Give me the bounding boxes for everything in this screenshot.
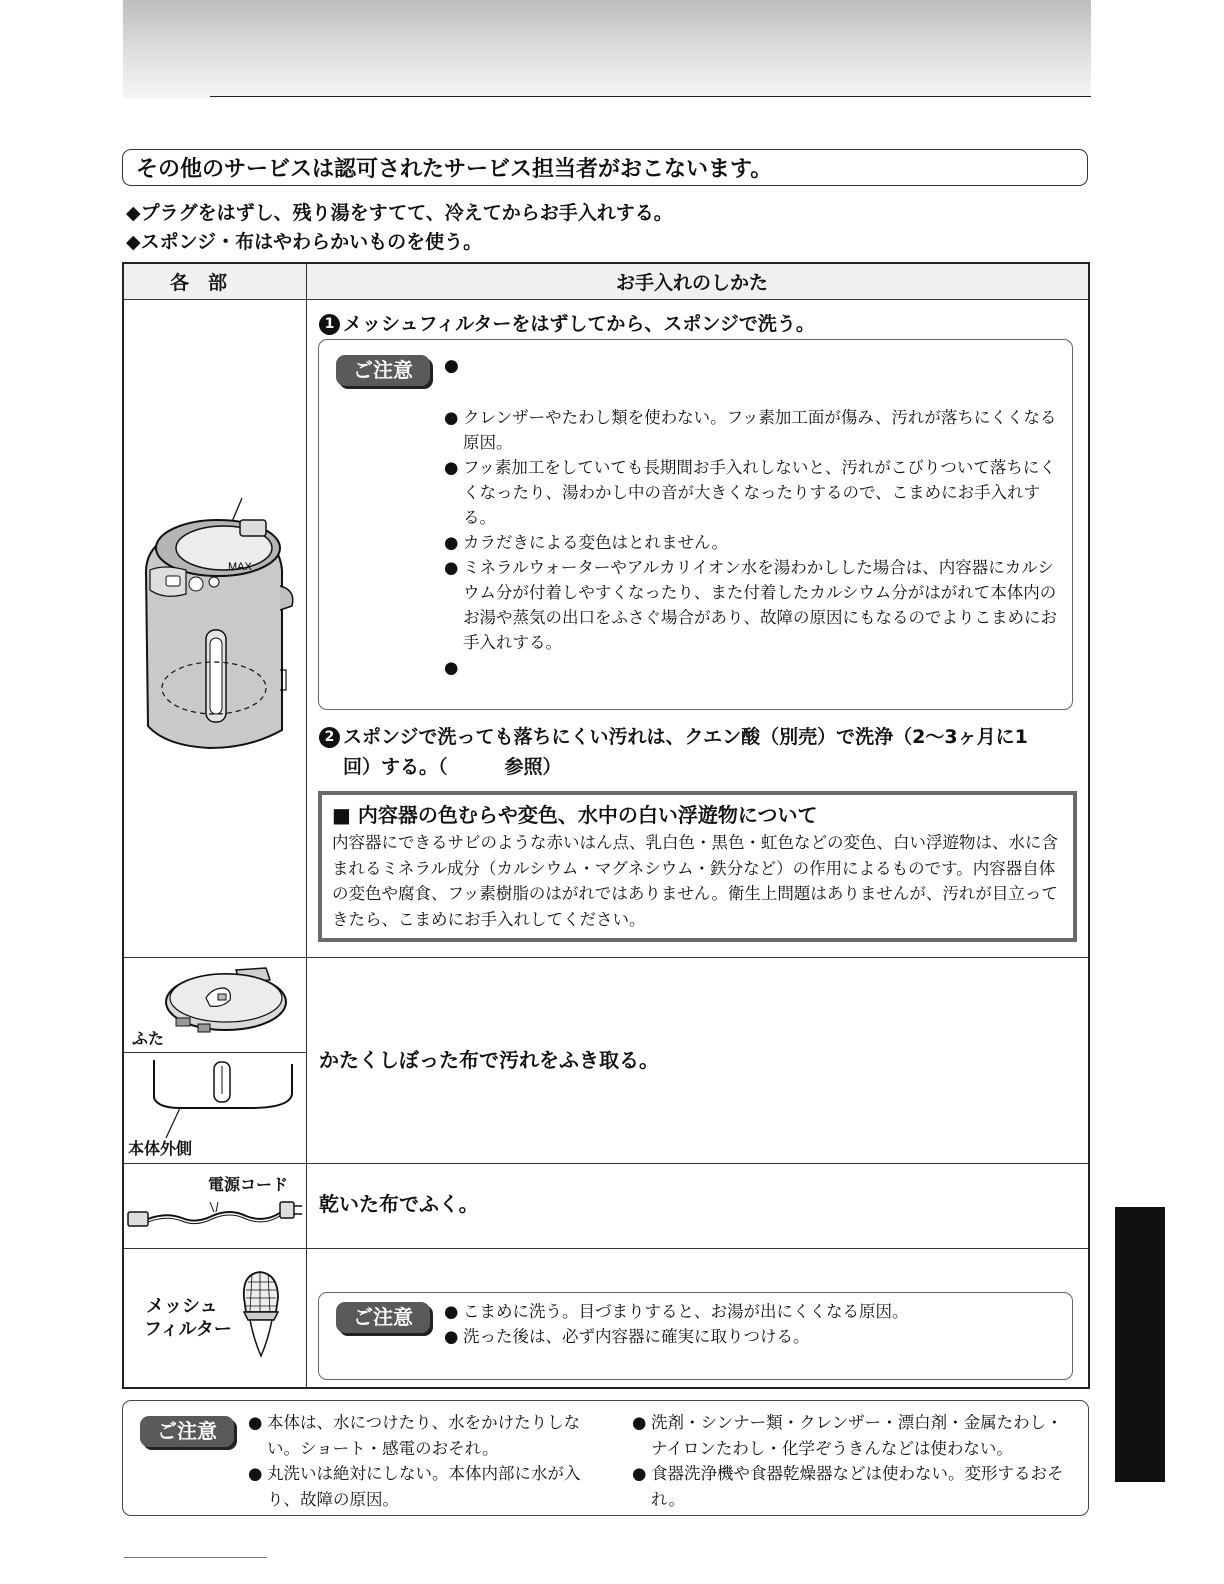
- service-notice-text: その他のサービスは認可されたサービス担当者がおこないます。: [136, 157, 773, 182]
- instruction-sponge: ◆スポンジ・布はやわらかいものを使う。: [126, 231, 483, 253]
- mesh-caution-badge: ご注意: [336, 1302, 430, 1333]
- table-column-divider: [306, 264, 307, 1388]
- general-caution-item: ● 食器洗浄機や食器乾燥器などは使わない。変形するおそれ。: [632, 1464, 1064, 1509]
- max-mark: MAX: [228, 561, 252, 573]
- general-caution-item: ● 丸洗いは絶対にしない。本体内部に水が入り、故障の原因。: [248, 1464, 581, 1509]
- section-side-tab: [1115, 1207, 1165, 1482]
- step-1-text: メッシュフィルターをはずしてから、スポンジで洗う。: [343, 313, 815, 335]
- general-caution-badge: ご注意: [140, 1416, 234, 1447]
- instruction-unplug: ◆プラグをはずし、残り湯をすてて、冷えてからお手入れする。: [126, 202, 673, 224]
- lid-body-care-text: かたくしぼった布で汚れをふき取る。: [319, 1048, 659, 1072]
- caution-item: ● ミネラルウォーターやアルカリイオン水を湯わかしした場合は、内容器にカルシウム分が付着しやすくなったり、また付着したカルシウム分がはがれて本体内のお湯や蒸気の出口をふさぐ場合があり、故障の原因にもなるのでよりこまめにお手入れする。: [444, 558, 1057, 652]
- service-notice: [122, 149, 1088, 186]
- header-rule: [210, 96, 1091, 97]
- power-cord-illustration: [126, 1194, 304, 1234]
- general-caution-left: [248, 1410, 610, 1512]
- footer-link-rule: [124, 1557, 267, 1558]
- power-cord-label: 電源コード: [208, 1175, 289, 1194]
- power-cord-care-text: 乾いた布でふく。: [319, 1192, 479, 1216]
- header-band: [123, 0, 1091, 98]
- table-header-method: お手入れのしかた: [616, 272, 769, 294]
- general-caution-right: [632, 1410, 1072, 1512]
- step-2-text-line2: 回）する。（ 参照）: [343, 756, 562, 778]
- lid-label: ふた: [132, 1029, 165, 1048]
- caution-bullet: ●: [444, 356, 459, 376]
- inner-caution-list: [444, 405, 1058, 680]
- step-1: [319, 309, 815, 339]
- mesh-caution-item: ● 洗った後は、必ず内容器に確実に取りつける。: [444, 1327, 810, 1346]
- row-divider: [124, 957, 1088, 958]
- row-divider: [124, 1052, 306, 1053]
- table-header-divider: [124, 299, 1088, 300]
- row-divider: [124, 1248, 1088, 1249]
- discoloration-info-box: [318, 791, 1077, 942]
- row-divider: [124, 1163, 1088, 1164]
- table-header-part: 各 部: [170, 272, 228, 294]
- info-title: ■ 内容器の色むらや変色、水中の白い浮遊物について: [332, 803, 818, 827]
- step-1-number: 1: [319, 314, 340, 335]
- mesh-filter-label-2: フィルター: [144, 1319, 232, 1340]
- step-2-number: 2: [319, 727, 340, 748]
- caution-item-empty: ●: [444, 658, 459, 677]
- step-2: [319, 722, 1028, 752]
- general-caution-item: ● 本体は、水につけたり、水をかけたりしない。ショート・感電のおそれ。: [248, 1413, 581, 1458]
- step-2-text-line1: スポンジで洗っても落ちにくい汚れは、クエン酸（別売）で洗浄（2〜3ヶ月に1: [343, 726, 1028, 748]
- caution-badge: ご注意: [336, 355, 430, 386]
- body-exterior-label: 本体外側: [128, 1139, 193, 1158]
- body-exterior-illustration: [140, 1058, 302, 1142]
- lid-illustration: [162, 964, 292, 1036]
- caution-item: ● フッ素加工をしていても長期間お手入れしないと、汚れがこびりついて落ちにくくなったり、湯わかし中の音が大きくなったりするので、こまめにお手入れする。: [444, 458, 1056, 527]
- mesh-filter-label-1: メッシュ: [146, 1296, 218, 1317]
- caution-item: ● カラだきによる変色はとれません。: [444, 533, 728, 552]
- pot-illustration: [130, 490, 302, 752]
- info-body: 内容器にできるサビのような赤いはん点、乳白色・黒色・虹色などの変色、白い浮遊物は、水に含まれるミネラル成分（カルシウム・マグネシウム・鉄分など）の作用によるものです。内容器自体の変色や腐食、フッ素樹脂のはがれではありません。衛生上問題はありませんが、汚れが目立ってきたら、こまめにお手入れしてください。: [332, 833, 1058, 929]
- mesh-filter-illustration: [238, 1268, 284, 1360]
- mesh-caution-list: [444, 1299, 1064, 1349]
- general-caution-item: ● 洗剤・シンナー類・クレンザー・漂白剤・金属たわし・ナイロンたわし・化学ぞうきんなどは使わない。: [632, 1413, 1063, 1458]
- caution-item: ● クレンザーやたわし類を使わない。フッ素加工面が傷み、汚れが落ちにくくなる原因。: [444, 408, 1057, 452]
- mesh-caution-item: ● こまめに洗う。目づまりすると、お湯が出にくくなる原因。: [444, 1302, 909, 1321]
